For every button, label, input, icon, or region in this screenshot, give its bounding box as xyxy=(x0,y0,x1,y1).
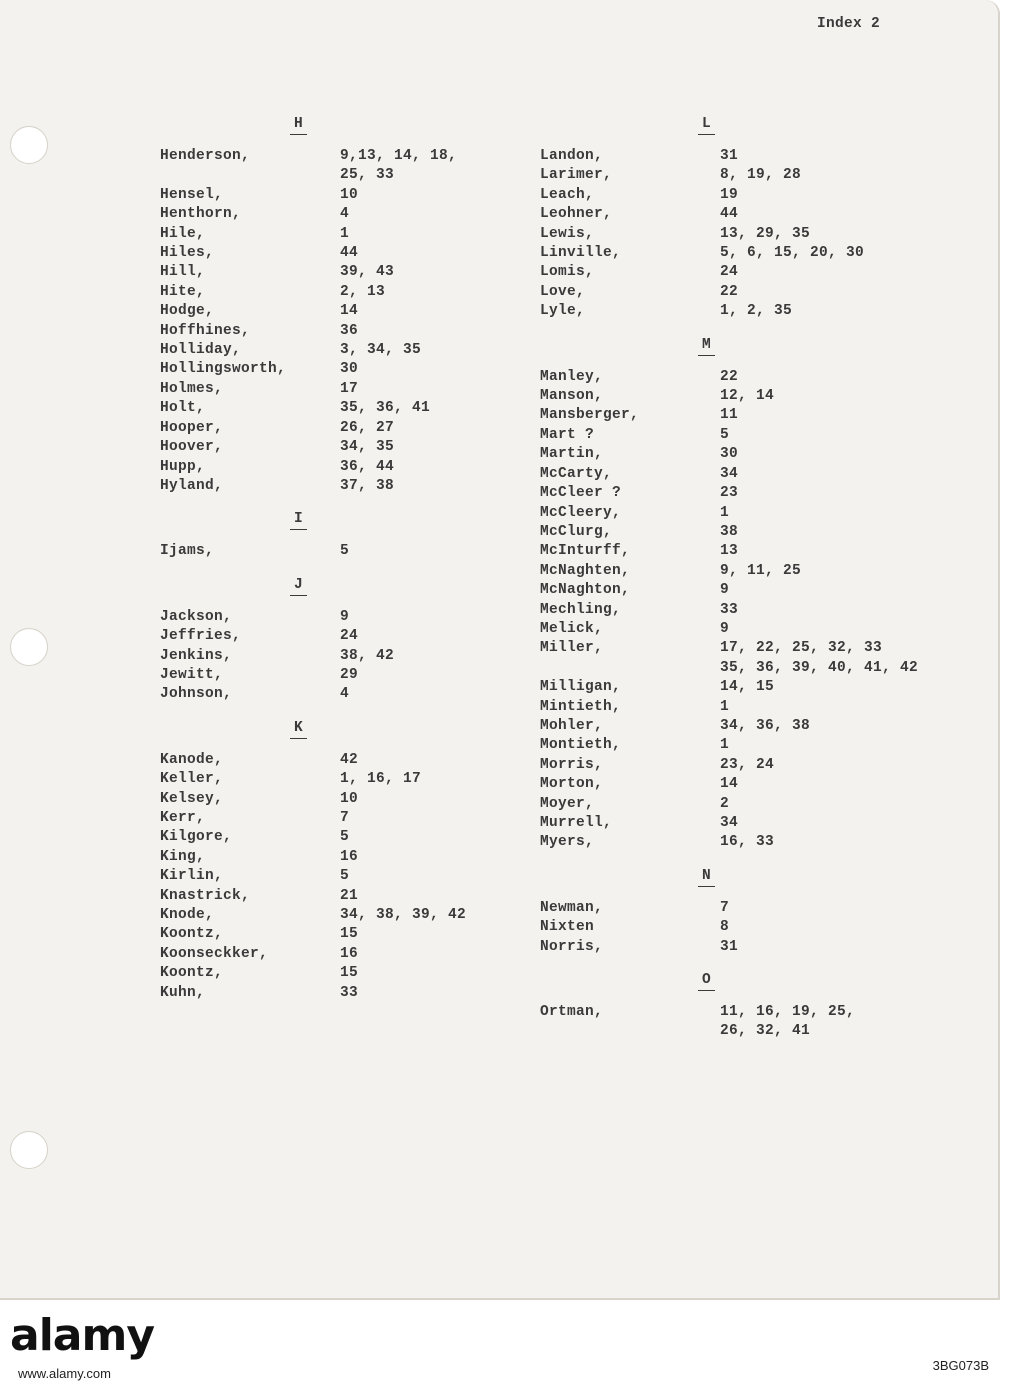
entry-name: Hill, xyxy=(160,264,206,281)
entry-name: Holmes, xyxy=(160,380,224,397)
section-letter: O xyxy=(698,971,715,991)
entry-pages: 2 xyxy=(720,795,730,812)
entry-name: Kanode, xyxy=(160,751,224,768)
entry-name: Jewitt, xyxy=(160,666,224,683)
index-entry xyxy=(160,964,520,983)
entry-name: Leach, xyxy=(540,186,595,203)
entry-name: Mart ? xyxy=(540,426,595,443)
index-entry xyxy=(160,244,520,263)
index-entry xyxy=(160,205,520,224)
entry-pages: 30 xyxy=(720,446,739,463)
entry-pages: 21 xyxy=(340,887,359,904)
entry-pages: 22 xyxy=(720,368,739,385)
index-entry xyxy=(160,399,520,418)
entry-name: Murrell, xyxy=(540,815,613,831)
index-entry xyxy=(540,283,980,302)
entry-pages: 34, 38, 39, 42 xyxy=(340,907,467,923)
index-entry xyxy=(160,608,520,627)
index-entry xyxy=(160,751,520,770)
entry-name: Jackson, xyxy=(160,608,233,625)
entry-name: Nixten xyxy=(540,919,595,936)
index-entry xyxy=(160,225,520,244)
index-entry xyxy=(540,601,980,620)
section-letter: L xyxy=(698,115,715,135)
index-entry xyxy=(540,484,980,503)
entry-name: Moyer, xyxy=(540,795,595,812)
entry-pages: 39, 43 xyxy=(340,264,395,281)
index-entry xyxy=(540,186,980,205)
section-letter: I xyxy=(290,510,307,530)
entry-name: McInturff, xyxy=(540,543,631,560)
entry-name: McNaghten, xyxy=(540,562,631,579)
entry-name: Morris, xyxy=(540,756,604,773)
index-entry xyxy=(160,186,520,205)
entry-pages: 33 xyxy=(720,601,739,618)
entry-pages: 29 xyxy=(340,666,359,683)
entry-name: McClurg, xyxy=(540,523,613,540)
index-entry xyxy=(160,809,520,828)
entry-name: McNaghton, xyxy=(540,582,631,599)
index-column-left xyxy=(160,115,520,1003)
index-entry xyxy=(540,368,980,387)
entry-name: Jenkins, xyxy=(160,647,233,664)
entry-pages: 38, 42 xyxy=(340,647,395,664)
entry-pages: 11, 16, 19, 25, 26, 32, 41 xyxy=(720,1004,856,1040)
index-entry xyxy=(160,887,520,906)
entry-pages: 24 xyxy=(340,628,359,645)
index-entry xyxy=(160,477,520,496)
watermark-url: www.alamy.com xyxy=(18,1366,111,1381)
index-entry xyxy=(160,302,520,321)
section-heading xyxy=(540,336,980,358)
entry-name: Larimer, xyxy=(540,167,613,184)
entry-name: Manson, xyxy=(540,388,604,405)
entry-pages: 1 xyxy=(340,225,350,242)
entry-name: McCarty, xyxy=(540,465,613,482)
entry-pages: 33 xyxy=(340,984,359,1001)
entry-name: Hoover, xyxy=(160,439,224,456)
entry-name: Mohler, xyxy=(540,717,604,734)
alamy-logo: alamy xyxy=(10,1310,154,1361)
entry-name: Johnson, xyxy=(160,686,233,703)
index-entry xyxy=(540,639,980,678)
entry-name: Morton, xyxy=(540,776,604,793)
index-entry xyxy=(160,542,520,561)
entry-name: Kelsey, xyxy=(160,790,224,807)
index-column-right xyxy=(540,115,980,1042)
index-entry xyxy=(540,147,980,166)
index-entry xyxy=(540,918,980,937)
index-entry xyxy=(540,833,980,852)
entry-name: Knode, xyxy=(160,907,215,923)
entry-pages: 2, 13 xyxy=(340,283,386,300)
entry-pages: 12, 14 xyxy=(720,388,775,405)
entry-pages: 1, 16, 17 xyxy=(340,771,422,788)
entry-pages: 1, 2, 35 xyxy=(720,303,793,320)
index-entry xyxy=(160,925,520,944)
entry-name: Koontz, xyxy=(160,965,224,982)
index-entry xyxy=(540,698,980,717)
entry-name: Jeffries, xyxy=(160,628,242,645)
entry-name: Hile, xyxy=(160,225,206,242)
entry-name: Linville, xyxy=(540,245,622,262)
entry-name: Mintieth, xyxy=(540,698,622,715)
entry-name: Lomis, xyxy=(540,264,595,281)
section-heading xyxy=(540,115,980,137)
entry-name: Holt, xyxy=(160,400,206,417)
entry-pages: 30 xyxy=(340,361,359,378)
index-entry xyxy=(540,620,980,639)
index-entry xyxy=(160,380,520,399)
entry-pages: 42 xyxy=(340,751,359,768)
index-entry xyxy=(540,756,980,775)
index-entry xyxy=(540,678,980,697)
punch-hole xyxy=(10,628,48,666)
index-entry xyxy=(160,627,520,646)
entry-name: Hodge, xyxy=(160,303,215,320)
index-entry xyxy=(160,984,520,1003)
index-entry xyxy=(540,426,980,445)
index-entry xyxy=(160,770,520,789)
entry-name: Kerr, xyxy=(160,809,206,826)
entry-name: Lewis, xyxy=(540,225,595,242)
entry-pages: 24 xyxy=(720,264,739,281)
entry-name: Miller, xyxy=(540,640,604,657)
index-entry xyxy=(540,225,980,244)
section-letter: M xyxy=(698,336,715,356)
entry-name: Myers, xyxy=(540,834,595,851)
index-entry xyxy=(160,341,520,360)
entry-pages: 36, 44 xyxy=(340,458,395,475)
entry-name: Hupp, xyxy=(160,458,206,475)
entry-pages: 1 xyxy=(720,698,730,715)
index-entry xyxy=(540,775,980,794)
index-entry xyxy=(540,542,980,561)
index-entry xyxy=(540,581,980,600)
index-entry xyxy=(160,283,520,302)
entry-pages: 1 xyxy=(720,504,730,521)
entry-name: Hite, xyxy=(160,283,206,300)
entry-name: King, xyxy=(160,848,206,865)
index-entry xyxy=(540,717,980,736)
index-entry xyxy=(160,685,520,704)
entry-name: Koontz, xyxy=(160,926,224,943)
entry-pages: 31 xyxy=(720,148,739,164)
entry-name: Hoffhines, xyxy=(160,322,251,339)
entry-name: McCleer ? xyxy=(540,485,622,502)
entry-name: Hollingsworth, xyxy=(160,361,287,378)
section-heading xyxy=(160,115,520,137)
section-letter: N xyxy=(698,867,715,887)
entry-name: Love, xyxy=(540,283,586,300)
entry-name: Mechling, xyxy=(540,601,622,618)
entry-pages: 8, 19, 28 xyxy=(720,167,802,184)
entry-pages: 34, 35 xyxy=(340,439,395,456)
entry-pages: 16 xyxy=(340,945,359,962)
entry-pages: 44 xyxy=(720,206,739,223)
entry-name: Melick, xyxy=(540,620,604,637)
entry-name: Manley, xyxy=(540,368,604,385)
section-heading xyxy=(160,510,520,532)
section-letter: J xyxy=(290,576,307,596)
entry-pages: 22 xyxy=(720,283,739,300)
index-entry xyxy=(160,906,520,925)
index-entry xyxy=(540,465,980,484)
index-entry xyxy=(540,814,980,833)
section-heading xyxy=(160,719,520,741)
entry-pages: 5 xyxy=(340,829,350,846)
index-entry xyxy=(160,666,520,685)
index-entry xyxy=(540,938,980,957)
entry-name: Ijams, xyxy=(160,543,215,560)
entry-pages: 23, 24 xyxy=(720,756,775,773)
entry-pages: 19 xyxy=(720,186,739,203)
page-label: Index 2 xyxy=(816,16,880,32)
index-entry xyxy=(540,205,980,224)
entry-pages: 44 xyxy=(340,245,359,262)
index-entry xyxy=(160,458,520,477)
entry-pages: 36 xyxy=(340,322,359,339)
section-letter: K xyxy=(290,719,307,739)
entry-name: Knastrick, xyxy=(160,887,251,904)
entry-pages: 31 xyxy=(720,938,739,955)
entry-pages: 3, 34, 35 xyxy=(340,342,422,359)
entry-pages: 5 xyxy=(340,868,350,885)
entry-name: Ortman, xyxy=(540,1004,604,1021)
entry-pages: 13 xyxy=(720,543,739,560)
index-entry xyxy=(540,166,980,185)
entry-pages: 5 xyxy=(720,426,730,443)
entry-pages: 1 xyxy=(720,737,730,754)
entry-name: Landon, xyxy=(540,148,604,164)
index-entry xyxy=(540,795,980,814)
entry-pages: 9, 11, 25 xyxy=(720,562,802,579)
index-entry xyxy=(540,406,980,425)
entry-name: McCleery, xyxy=(540,504,622,521)
index-entry xyxy=(160,263,520,282)
index-entry xyxy=(160,790,520,809)
entry-name: Hensel, xyxy=(160,186,224,203)
entry-name: Kuhn, xyxy=(160,984,206,1001)
entry-pages: 34, 36, 38 xyxy=(720,717,811,734)
entry-pages: 15 xyxy=(340,926,359,943)
entry-pages: 9,13, 14, 18, 25, 33 xyxy=(340,148,458,184)
entry-pages: 9 xyxy=(340,608,350,625)
entry-name: Lyle, xyxy=(540,303,586,320)
entry-pages: 23 xyxy=(720,485,739,502)
entry-name: Leohner, xyxy=(540,206,613,223)
index-entry xyxy=(540,244,980,263)
entry-pages: 26, 27 xyxy=(340,419,395,436)
index-entry xyxy=(540,523,980,542)
entry-name: Martin, xyxy=(540,446,604,463)
section-letter: H xyxy=(290,115,307,135)
index-entry xyxy=(540,1003,980,1042)
index-entry xyxy=(160,438,520,457)
entry-pages: 38 xyxy=(720,523,739,540)
index-entry xyxy=(540,899,980,918)
entry-name: Henthorn, xyxy=(160,206,242,223)
entry-pages: 9 xyxy=(720,582,730,599)
index-entry xyxy=(540,263,980,282)
entry-pages: 10 xyxy=(340,790,359,807)
entry-name: Hiles, xyxy=(160,245,215,262)
entry-pages: 10 xyxy=(340,186,359,203)
entry-pages: 14 xyxy=(720,776,739,793)
entry-pages: 5, 6, 15, 20, 30 xyxy=(720,245,865,262)
index-entry xyxy=(160,322,520,341)
entry-pages: 37, 38 xyxy=(340,477,395,494)
index-entry xyxy=(160,419,520,438)
entry-pages: 11 xyxy=(720,407,739,424)
entry-name: Montieth, xyxy=(540,737,622,754)
index-entry xyxy=(160,147,520,186)
index-entry xyxy=(160,945,520,964)
index-entry xyxy=(540,302,980,321)
index-entry xyxy=(540,504,980,523)
entry-name: Norris, xyxy=(540,938,604,955)
entry-name: Hooper, xyxy=(160,419,224,436)
entry-pages: 9 xyxy=(720,620,730,637)
entry-pages: 5 xyxy=(340,543,350,560)
entry-pages: 15 xyxy=(340,965,359,982)
entry-name: Holliday, xyxy=(160,342,242,359)
entry-name: Milligan, xyxy=(540,679,622,696)
entry-pages: 8 xyxy=(720,919,730,936)
entry-pages: 4 xyxy=(340,206,350,223)
image-code: 3BG073B xyxy=(932,1358,989,1373)
section-heading xyxy=(160,576,520,598)
entry-name: Koonseckker, xyxy=(160,945,269,962)
entry-name: Mansberger, xyxy=(540,407,640,424)
entry-name: Kilgore, xyxy=(160,829,233,846)
entry-pages: 7 xyxy=(340,809,350,826)
entry-name: Kirlin, xyxy=(160,868,224,885)
index-entry xyxy=(540,736,980,755)
section-heading xyxy=(540,867,980,889)
entry-pages: 7 xyxy=(720,899,730,916)
entry-pages: 13, 29, 35 xyxy=(720,225,811,242)
punch-hole xyxy=(10,1131,48,1169)
index-entry xyxy=(540,387,980,406)
punch-hole xyxy=(10,126,48,164)
index-entry xyxy=(160,647,520,666)
entry-name: Newman, xyxy=(540,899,604,916)
entry-pages: 16 xyxy=(340,848,359,865)
entry-pages: 14 xyxy=(340,303,359,320)
entry-pages: 16, 33 xyxy=(720,834,775,851)
entry-pages: 14, 15 xyxy=(720,679,775,696)
entry-pages: 17 xyxy=(340,380,359,397)
entry-pages: 17, 22, 25, 32, 33 35, 36, 39, 40, 41, 42 xyxy=(720,640,919,676)
index-entry xyxy=(540,562,980,581)
entry-name: Hyland, xyxy=(160,477,224,494)
index-entry xyxy=(160,848,520,867)
index-entry xyxy=(540,445,980,464)
entry-pages: 34 xyxy=(720,815,739,831)
index-entry xyxy=(160,828,520,847)
index-entry xyxy=(160,867,520,886)
entry-pages: 35, 36, 41 xyxy=(340,400,431,417)
index-entry xyxy=(160,360,520,379)
entry-name: Henderson, xyxy=(160,148,251,164)
section-heading xyxy=(540,971,980,993)
entry-name: Keller, xyxy=(160,771,224,788)
entry-pages: 34 xyxy=(720,465,739,482)
entry-pages: 4 xyxy=(340,686,350,703)
